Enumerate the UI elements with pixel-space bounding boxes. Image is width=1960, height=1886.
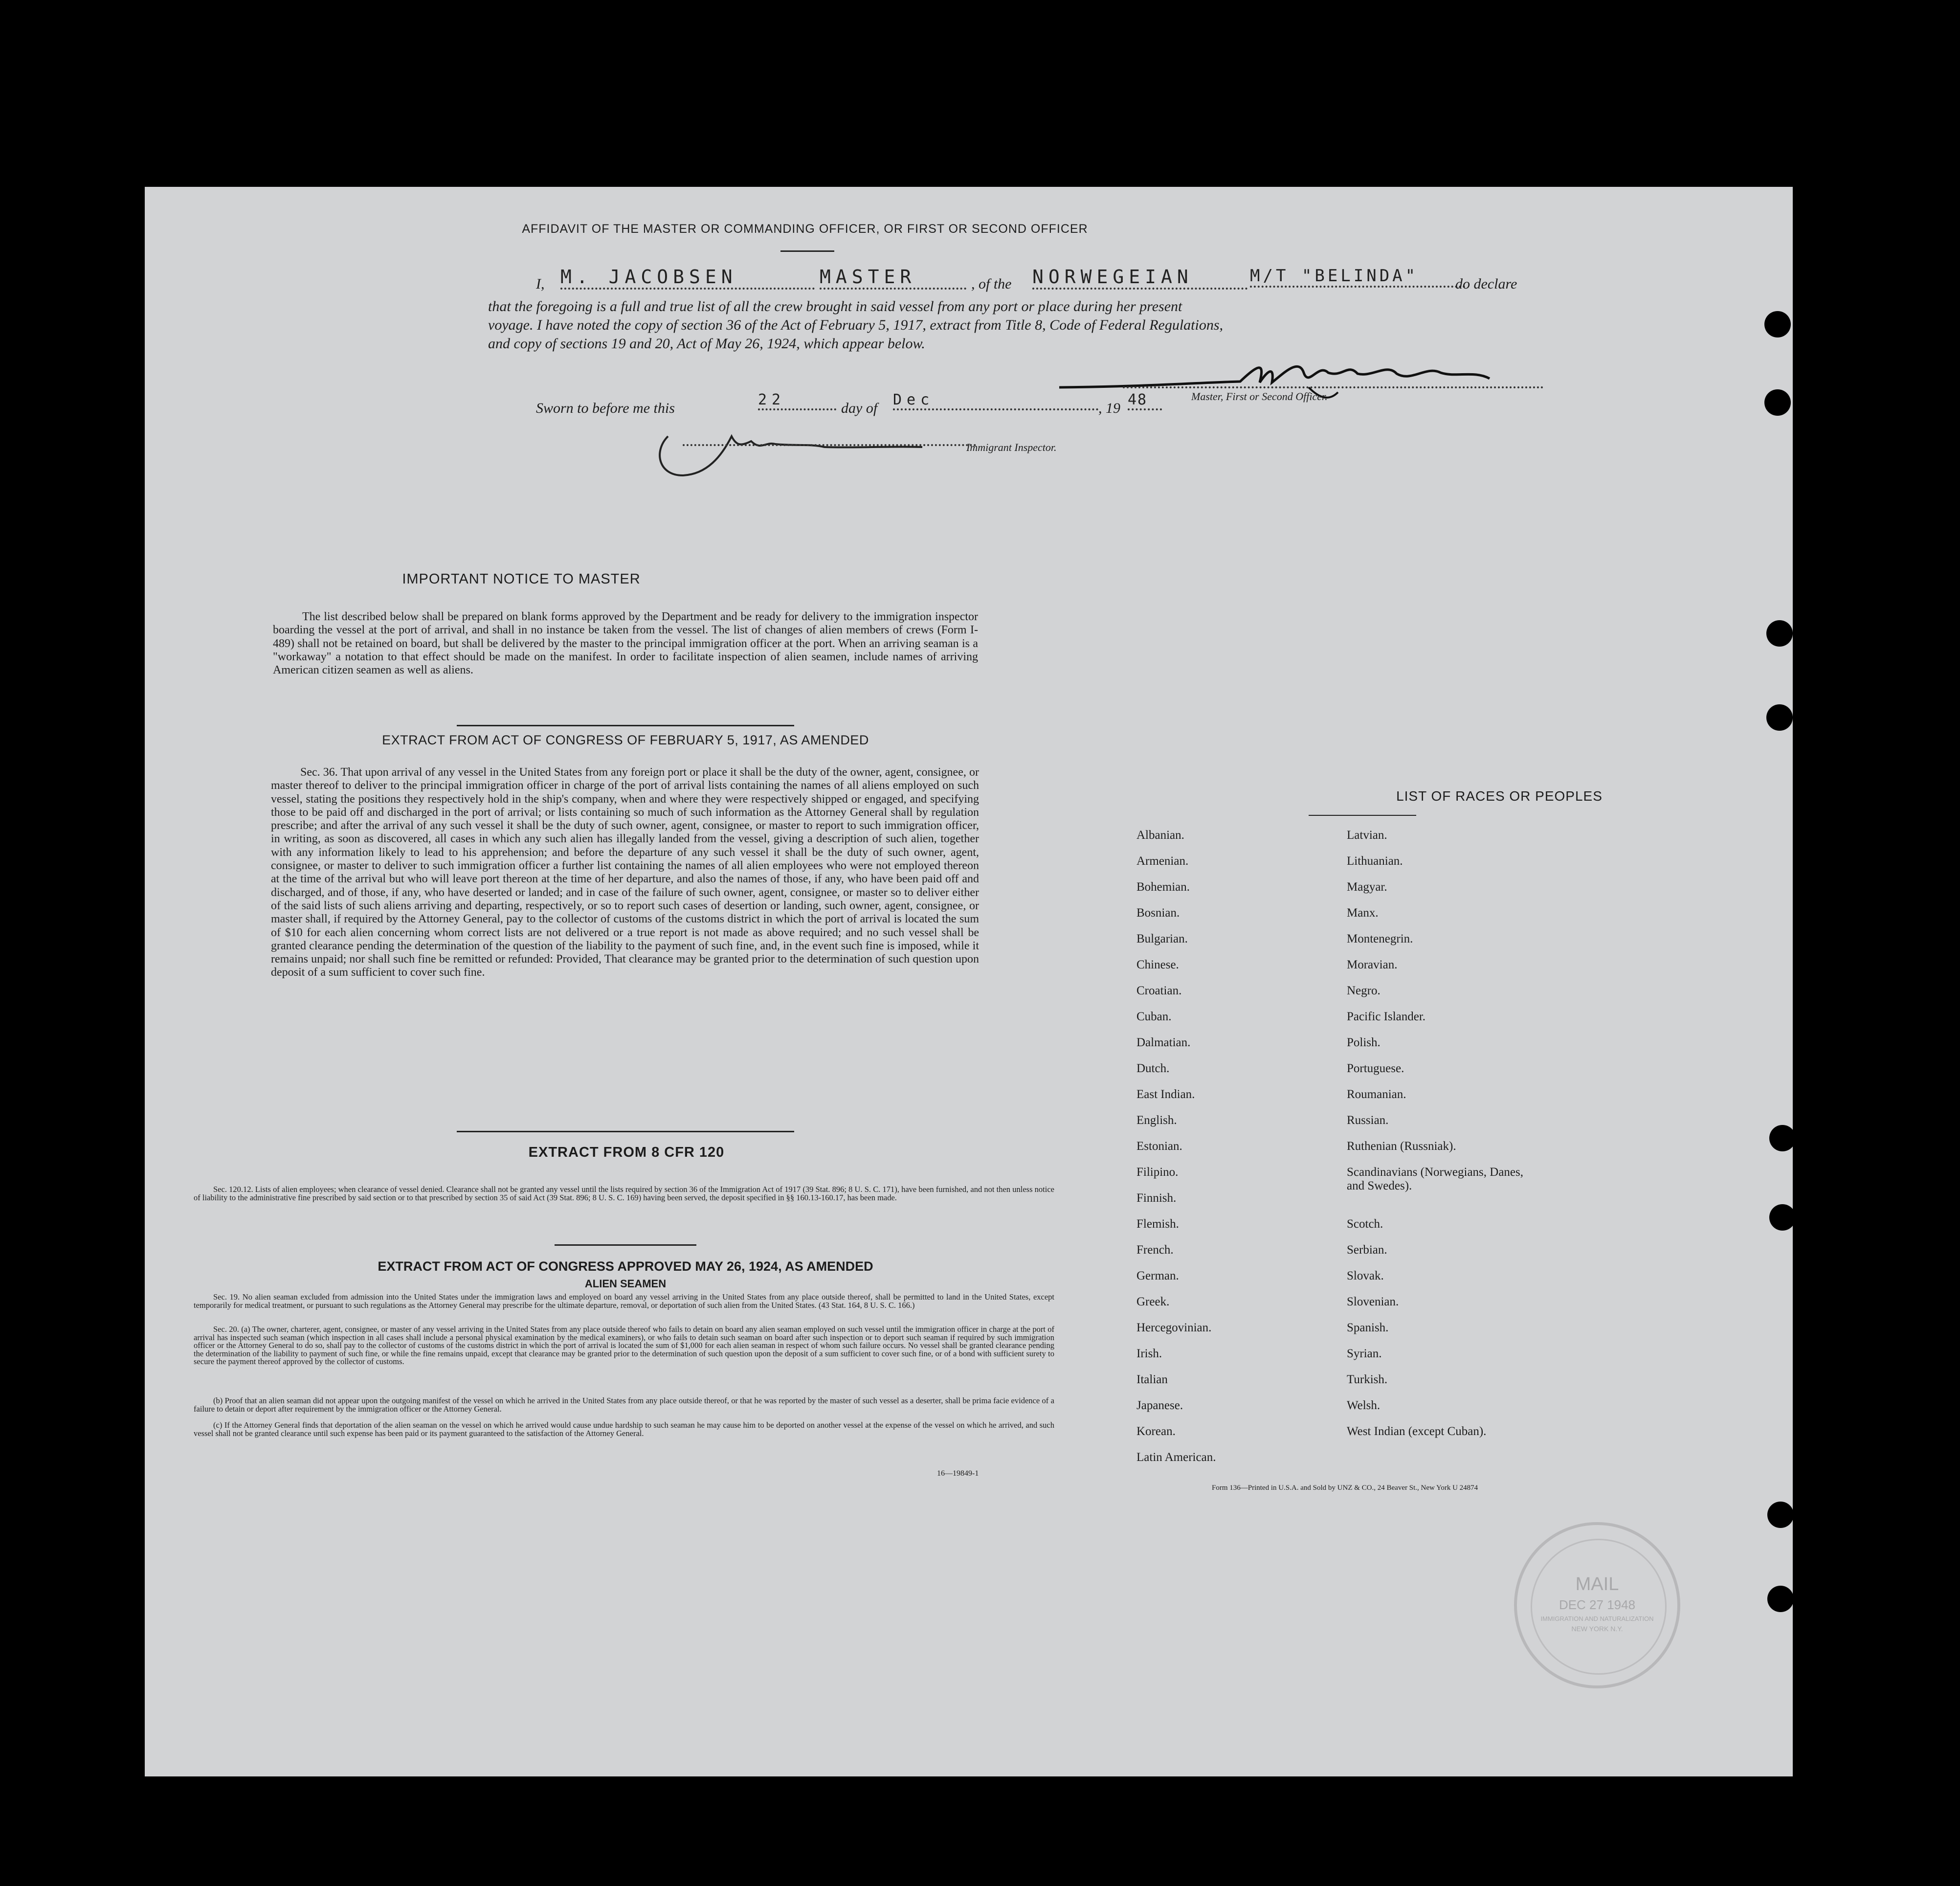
- race-item: Hercegovinian.: [1136, 1321, 1212, 1334]
- sworn-label: Sworn to before me this: [536, 400, 675, 416]
- master-name-field: M. JACOBSEN: [560, 266, 815, 290]
- year-prefix: , 19: [1098, 400, 1120, 416]
- binder-hole: [1766, 704, 1793, 731]
- race-item: Italian: [1136, 1373, 1168, 1386]
- divider: [1309, 815, 1416, 816]
- race-item: Dutch.: [1136, 1062, 1170, 1075]
- race-item: Polish.: [1347, 1036, 1381, 1049]
- race-item: Ruthenian (Russniak).: [1347, 1140, 1456, 1153]
- race-item: Montenegrin.: [1347, 932, 1413, 945]
- binder-hole: [1769, 1204, 1796, 1231]
- race-item: Roumanian.: [1347, 1088, 1406, 1101]
- mail-stamp: [1514, 1522, 1680, 1688]
- race-item: Syrian.: [1347, 1347, 1382, 1360]
- stamp-agency: IMMIGRATION AND NATURALIZATION: [1540, 1615, 1654, 1622]
- race-item: West Indian (except Cuban).: [1347, 1425, 1487, 1438]
- sec20b-text: (b) Proof that an alien seaman did not appear upon the outgoing manifest of the vessel on which he arrived in the United States from any place outside thereof, or that he was reported by the master of such vessel as a deserter, shall be prima facie evidence of a failure to detain or deport after requirement by the immigration officer or the Attorney General.: [194, 1396, 1054, 1414]
- inspector-line: [683, 444, 976, 446]
- affidavit-line-4: and copy of sections 19 and 20, Act of May 26, 1924, which appear below.: [488, 336, 925, 352]
- inspector-signature: [648, 417, 961, 485]
- officer-caption: Master, First or Second Officer.: [1191, 390, 1328, 403]
- affidavit-line-3: voyage. I have noted the copy of section 36 of the Act of February 5, 1917, extract from Title 8, Code of Federal Regulations,: [488, 317, 1224, 333]
- sec20a-text: Sec. 20. (a) The owner, charterer, agent, consignee, or master of any vessel arriving in the United States from any place outside thereof who fails to detain on board any alien seaman employed on such vessel until the immigration officer in charge at the port of arrival has inspected such seaman (which inspection in all cases shall include a personal physical examination by the medical examiners), or who fails to detain such seaman on board after such inspection or to deport such seaman if required by such immigration officer or the Attorney General to do so, shall pay to the collector of customs of the customs district in which the port of arrival is located the sum of $1,000 for each alien seaman in respect of whom such failure occurs. No vessel shall be granted clearance pending the determination of the liability to payment of such fine, or while the fine remains unpaid, except that clearance may be granted prior to the determination of such question upon the deposit of a sum sufficient to cover such fine, or of a bond with sufficient surety to secure the payment thereof approved by the collector of customs.: [194, 1325, 1054, 1366]
- alien-seamen-subtitle: ALIEN SEAMEN: [584, 1278, 667, 1290]
- cfr-title: EXTRACT FROM 8 CFR 120: [528, 1145, 725, 1160]
- binder-hole: [1766, 620, 1793, 647]
- race-item: Cuban.: [1136, 1010, 1172, 1023]
- race-item: Spanish.: [1347, 1321, 1389, 1334]
- do-declare-label: do declare: [1455, 276, 1517, 292]
- inspector-caption: Immigrant Inspector.: [966, 441, 1057, 453]
- race-item: Greek.: [1136, 1295, 1170, 1308]
- binder-hole: [1767, 1586, 1794, 1612]
- day-field: 22: [758, 391, 836, 410]
- binder-hole: [1764, 311, 1791, 337]
- race-item: Magyar.: [1347, 880, 1387, 894]
- stamp-date: DEC 27 1948: [1559, 1597, 1636, 1612]
- race-item: Korean.: [1136, 1425, 1176, 1438]
- day-of-label: day of: [841, 400, 878, 416]
- race-item: Dalmatian.: [1136, 1036, 1191, 1049]
- race-item: German.: [1136, 1269, 1179, 1282]
- race-item: French.: [1136, 1243, 1174, 1257]
- race-item: Japanese.: [1136, 1399, 1183, 1412]
- divider: [457, 1131, 794, 1132]
- race-item: Filipino.: [1136, 1166, 1179, 1179]
- sec20c-text: (c) If the Attorney General finds that deportation of the alien seaman on the vessel on which he arrived would cause undue hardship to such seaman he may cause him to be deported on another vessel at the expense of the vessel on which he arrived, and such vessel shall not be granted clearance until such expense has been paid or its payment guaranteed to the satisfaction of the Attorney General.: [194, 1420, 1054, 1438]
- race-item: Manx.: [1347, 906, 1379, 920]
- binder-hole: [1767, 1502, 1794, 1528]
- divider: [780, 250, 834, 252]
- stamp-mail: MAIL: [1575, 1574, 1619, 1594]
- race-item: Negro.: [1347, 984, 1381, 997]
- race-item: Portuguese.: [1347, 1062, 1404, 1075]
- race-item: Scotch.: [1347, 1217, 1383, 1231]
- sec19-text: Sec. 19. No alien seaman excluded from admission into the United States under the immigration laws and employed on board any vessel arriving in the United States from any place outside thereof, shall be permitted to land in the United States, except temporarily for medical treatment, or pursuant to such regulations as the Attorney General may prescribe for the ultimate departure, removal, or deportation of such alien from the United States. (43 Stat. 164, 8 U. S. C. 166.): [194, 1292, 1054, 1310]
- races-title: LIST OF RACES OR PEOPLES: [1396, 788, 1603, 804]
- race-item: Serbian.: [1347, 1243, 1387, 1257]
- divider: [555, 1244, 696, 1246]
- races-right-column: [1347, 829, 1542, 1451]
- race-item: Pacific Islander.: [1347, 1010, 1426, 1023]
- binder-hole: [1764, 389, 1791, 416]
- race-item: Scandinavians (Norwegians, Danes, and Swedes).: [1347, 1166, 1524, 1192]
- form-sheet: [145, 187, 1793, 1776]
- of-the-label: , of the: [971, 276, 1012, 292]
- race-item: Slovak.: [1347, 1269, 1384, 1282]
- race-item: Finnish.: [1136, 1191, 1177, 1205]
- race-item: Bulgarian.: [1136, 932, 1188, 945]
- stamp-city: NEW YORK N.Y.: [1571, 1625, 1623, 1633]
- signature-line: [1123, 386, 1543, 388]
- race-item: Flemish.: [1136, 1217, 1179, 1231]
- race-item: Estonian.: [1136, 1140, 1182, 1153]
- race-item: Lithuanian.: [1347, 854, 1403, 868]
- race-item: Latin American.: [1136, 1451, 1216, 1464]
- extract-1917-title: EXTRACT FROM ACT OF CONGRESS OF FEBRUARY 5, 1917, AS AMENDED: [382, 733, 869, 747]
- affidavit-line-2: that the foregoing is a full and true list of all the crew brought in said vessel from any port or place during her present: [488, 298, 1182, 314]
- affidavit-i: I,: [536, 276, 545, 292]
- notice-body: The list described below shall be prepared on blank forms approved by the Department and be ready for delivery to the immigration inspector boarding the vessel at the port of arrival, and shall in no instance be taken from the vessel. The list of changes of alien members of crews (Form I-489) shall not be retained on board, but shall be delivered by the master to the principal immigration officer at the port. When an arriving seaman is a "workaway" a notation to that effect should be made on the manifest. In order to facilitate inspection of alien seamen, include names of arriving American citizen seamen as well as aliens.: [273, 610, 978, 677]
- race-item: Croatian.: [1136, 984, 1182, 997]
- race-item: Chinese.: [1136, 958, 1179, 971]
- race-item: Bosnian.: [1136, 906, 1180, 920]
- race-item: Albanian.: [1136, 829, 1184, 842]
- race-item: East Indian.: [1136, 1088, 1195, 1101]
- year-field: 48: [1128, 391, 1162, 410]
- nationality-field: NORWEGEIAN: [1032, 266, 1247, 290]
- month-field: Dec: [893, 391, 1098, 410]
- race-item: Irish.: [1136, 1347, 1162, 1360]
- divider: [457, 725, 794, 726]
- race-item: Slovenian.: [1347, 1295, 1399, 1308]
- race-item: Turkish.: [1347, 1373, 1388, 1386]
- race-item: Moravian.: [1347, 958, 1398, 971]
- extract-1924-title: EXTRACT FROM ACT OF CONGRESS APPROVED MAY 26, 1924, AS AMENDED: [378, 1259, 873, 1274]
- race-item: English.: [1136, 1114, 1177, 1127]
- notice-title: IMPORTANT NOTICE TO MASTER: [402, 571, 641, 587]
- race-item: Russian.: [1347, 1114, 1389, 1127]
- vessel-field: M/T "BELINDA": [1250, 266, 1465, 288]
- extract-1917-body: Sec. 36. That upon arrival of any vessel in the United States from any foreign port or place it shall be the duty of the owner, agent, consignee, or master thereof to deliver to the principal immigration officer in charge of the port of arrival lists containing the names of all aliens employed on such vessel, stating the positions they respectively hold in the ship's company, when and where they were respectively shipped or engaged, and specifying those to be paid off and discharged in the port of arrival; or lists containing so much of such information as the Attorney General shall by regulation prescribe; and after the arrival of any such vessel it shall be the duty of such owner, agent, consignee, or master to report to such immigration officer, in writing, as soon as discovered, all cases in which any such alien has illegally landed from the vessel, giving a description of such alien, together with any information likely to lead to his apprehension; and before the departure of any such vessel it shall be the duty of such owner, agent, consignee, or master to deliver to such immigration officer a further list containing the names of all alien employees who were not employed thereon at the time of the arrival but who will leave port thereon at the time of her departure, and also the names of those, if any, who have been paid off and discharged, and of those, if any, who have deserted or landed; and in case of the failure of such owner, agent, consignee, or master so to deliver either of the said lists of such aliens arriving and departing, respectively, or so to report such cases of desertion or landing, such owner, agent, consignee, or master shall, if required by the Attorney General, pay to the collector of customs of the customs district in which the port of arrival is located the sum of $10 for each alien concerning whom correct lists are not delivered or a true report is not made as above required; and no such vessel shall be granted clearance pending the determination of the question of the liability to the payment of such fine, and, in the event such fine is imposed, while it remains unpaid; nor shall such fine be remitted or refunded: Provided, That clearance may be granted prior to the determination of such question upon deposit of a sum sufficient to cover such fine.: [271, 766, 979, 979]
- form-footer: Form 136—Printed in U.S.A. and Sold by UNZ & CO., 24 Beaver St., New York U 24874: [1212, 1484, 1478, 1492]
- race-item: Welsh.: [1347, 1399, 1381, 1412]
- race-item: Bohemian.: [1136, 880, 1190, 894]
- races-left-column: [1136, 829, 1216, 1477]
- race-item: Armenian.: [1136, 854, 1189, 868]
- binder-hole: [1769, 1125, 1796, 1151]
- cfr-body: Sec. 120.12. Lists of alien employees; when clearance of vessel denied. Clearance shall not be granted any vessel until the lists required by section 36 of the Immigration Act of 1917 (39 Stat. 896; 8 U. S. C. 171), have been furnished, and not then unless notice of liability to the administrative fine prescribed by said section or to that prescribed by section 35 of said Act (39 Stat. 896; 8 U. S. C. 169) having been served, the deposit specified in §§ 160.13-160.17, has been made.: [194, 1185, 1054, 1202]
- race-item: Latvian.: [1347, 829, 1387, 842]
- affidavit-heading: AFFIDAVIT OF THE MASTER OR COMMANDING OFFICER, OR FIRST OR SECOND OFFICER: [522, 222, 1088, 236]
- form-code: 16—19849-1: [937, 1469, 979, 1478]
- rank-field: MASTER: [820, 266, 966, 290]
